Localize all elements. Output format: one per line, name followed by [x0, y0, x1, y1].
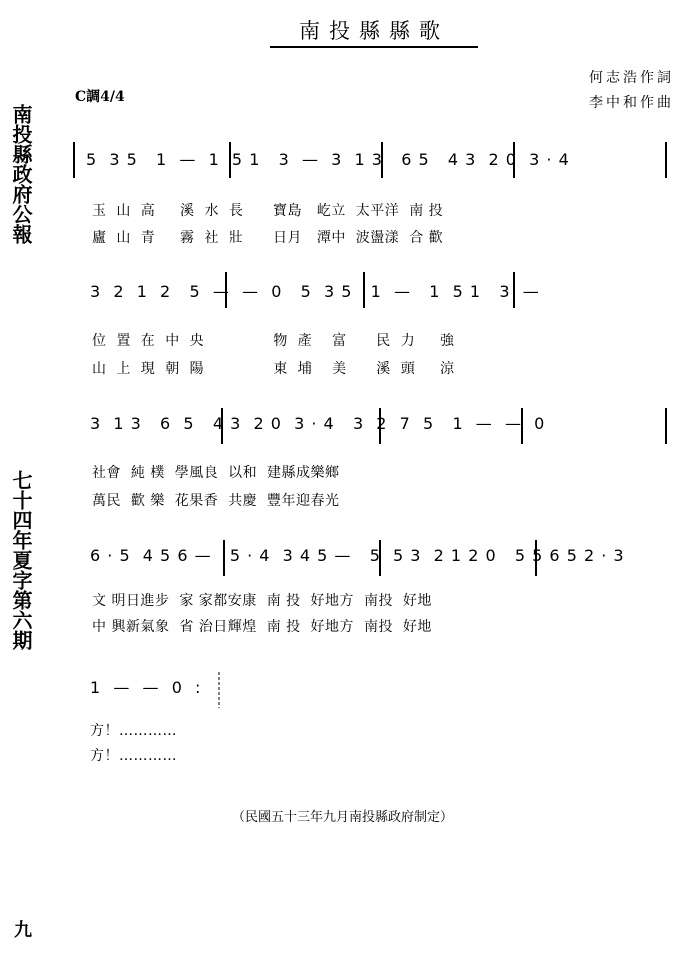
notes-3: 3 1 3 6 5 4 3 2 0 3 · 4 3 2 7 5 1 — — 0 [90, 414, 546, 433]
footer-note: （民國五十三年九月南投縣政府制定） [232, 810, 454, 825]
composer-credit: 李中和作曲 [589, 95, 674, 111]
staff-system-4 [70, 536, 672, 580]
ending-lyric-verse2: 方！………… [90, 748, 177, 764]
ending-lyric-verse1: 方！………… [90, 723, 177, 739]
lyricist-credit: 何志浩作詞 [589, 70, 674, 86]
notes-1: 5 3 5 1 — 1 5 1 3 — 3 1 3 6 5 4 3 2 0 3 · 4 [86, 150, 570, 169]
lyrics-4-verse2: 中 興新氣象 省 治日輝煌 南 投 好地方 南投 好地 [92, 619, 432, 635]
side-publication [6, 104, 32, 252]
lyrics-2-verse1: 位 置 在 中 央 物 產 富 民 力 強 [92, 333, 455, 349]
notes-2: 3 2 1 2 5 — — 0 5 3 5 1 — 1 5 1 3 — [90, 282, 540, 301]
lyrics-3-verse1: 社會 純 樸 學風良 以和 建縣成樂鄉 [92, 465, 340, 481]
staff-system-2 [70, 268, 672, 312]
lyrics-2-verse2: 山 上 現 朝 陽 東 埔 美 溪 頭 涼 [92, 361, 455, 377]
notes-4: 6 · 5 4 5 6 — 5 · 4 3 4 5 — 5 5 3 2 1 2 0 5 5 6 5 2 · 3 [90, 546, 625, 565]
ending-notes: 1 — — 0 : [90, 678, 202, 697]
lyrics-1-verse2: 廬 山 青 霧 社 壯 日月 潭中 波盪漾 合 歡 [92, 230, 444, 246]
key-signature: C調4/4 [75, 89, 125, 105]
side-publication-text: 南投縣政府公報 [9, 104, 33, 244]
side-issue [6, 470, 32, 658]
lyrics-3-verse2: 萬民 歡 樂 花果香 共慶 豐年迎春光 [92, 493, 340, 509]
lyrics-4-verse1: 文 明日進步 家 家都安康 南 投 好地方 南投 好地 [92, 593, 432, 609]
side-issue-text: 七十四年夏字第六期 [9, 470, 33, 650]
credits [589, 66, 674, 116]
lyrics-1-verse1: 玉 山 高 溪 水 長 寶島 屹立 太平洋 南 投 [92, 203, 444, 219]
song-title: 南投縣縣歌 [270, 16, 478, 48]
staff-system-3 [70, 404, 672, 448]
page-number: 九 [14, 920, 32, 941]
staff-system-1 [70, 138, 672, 182]
ending-barline [214, 670, 224, 710]
